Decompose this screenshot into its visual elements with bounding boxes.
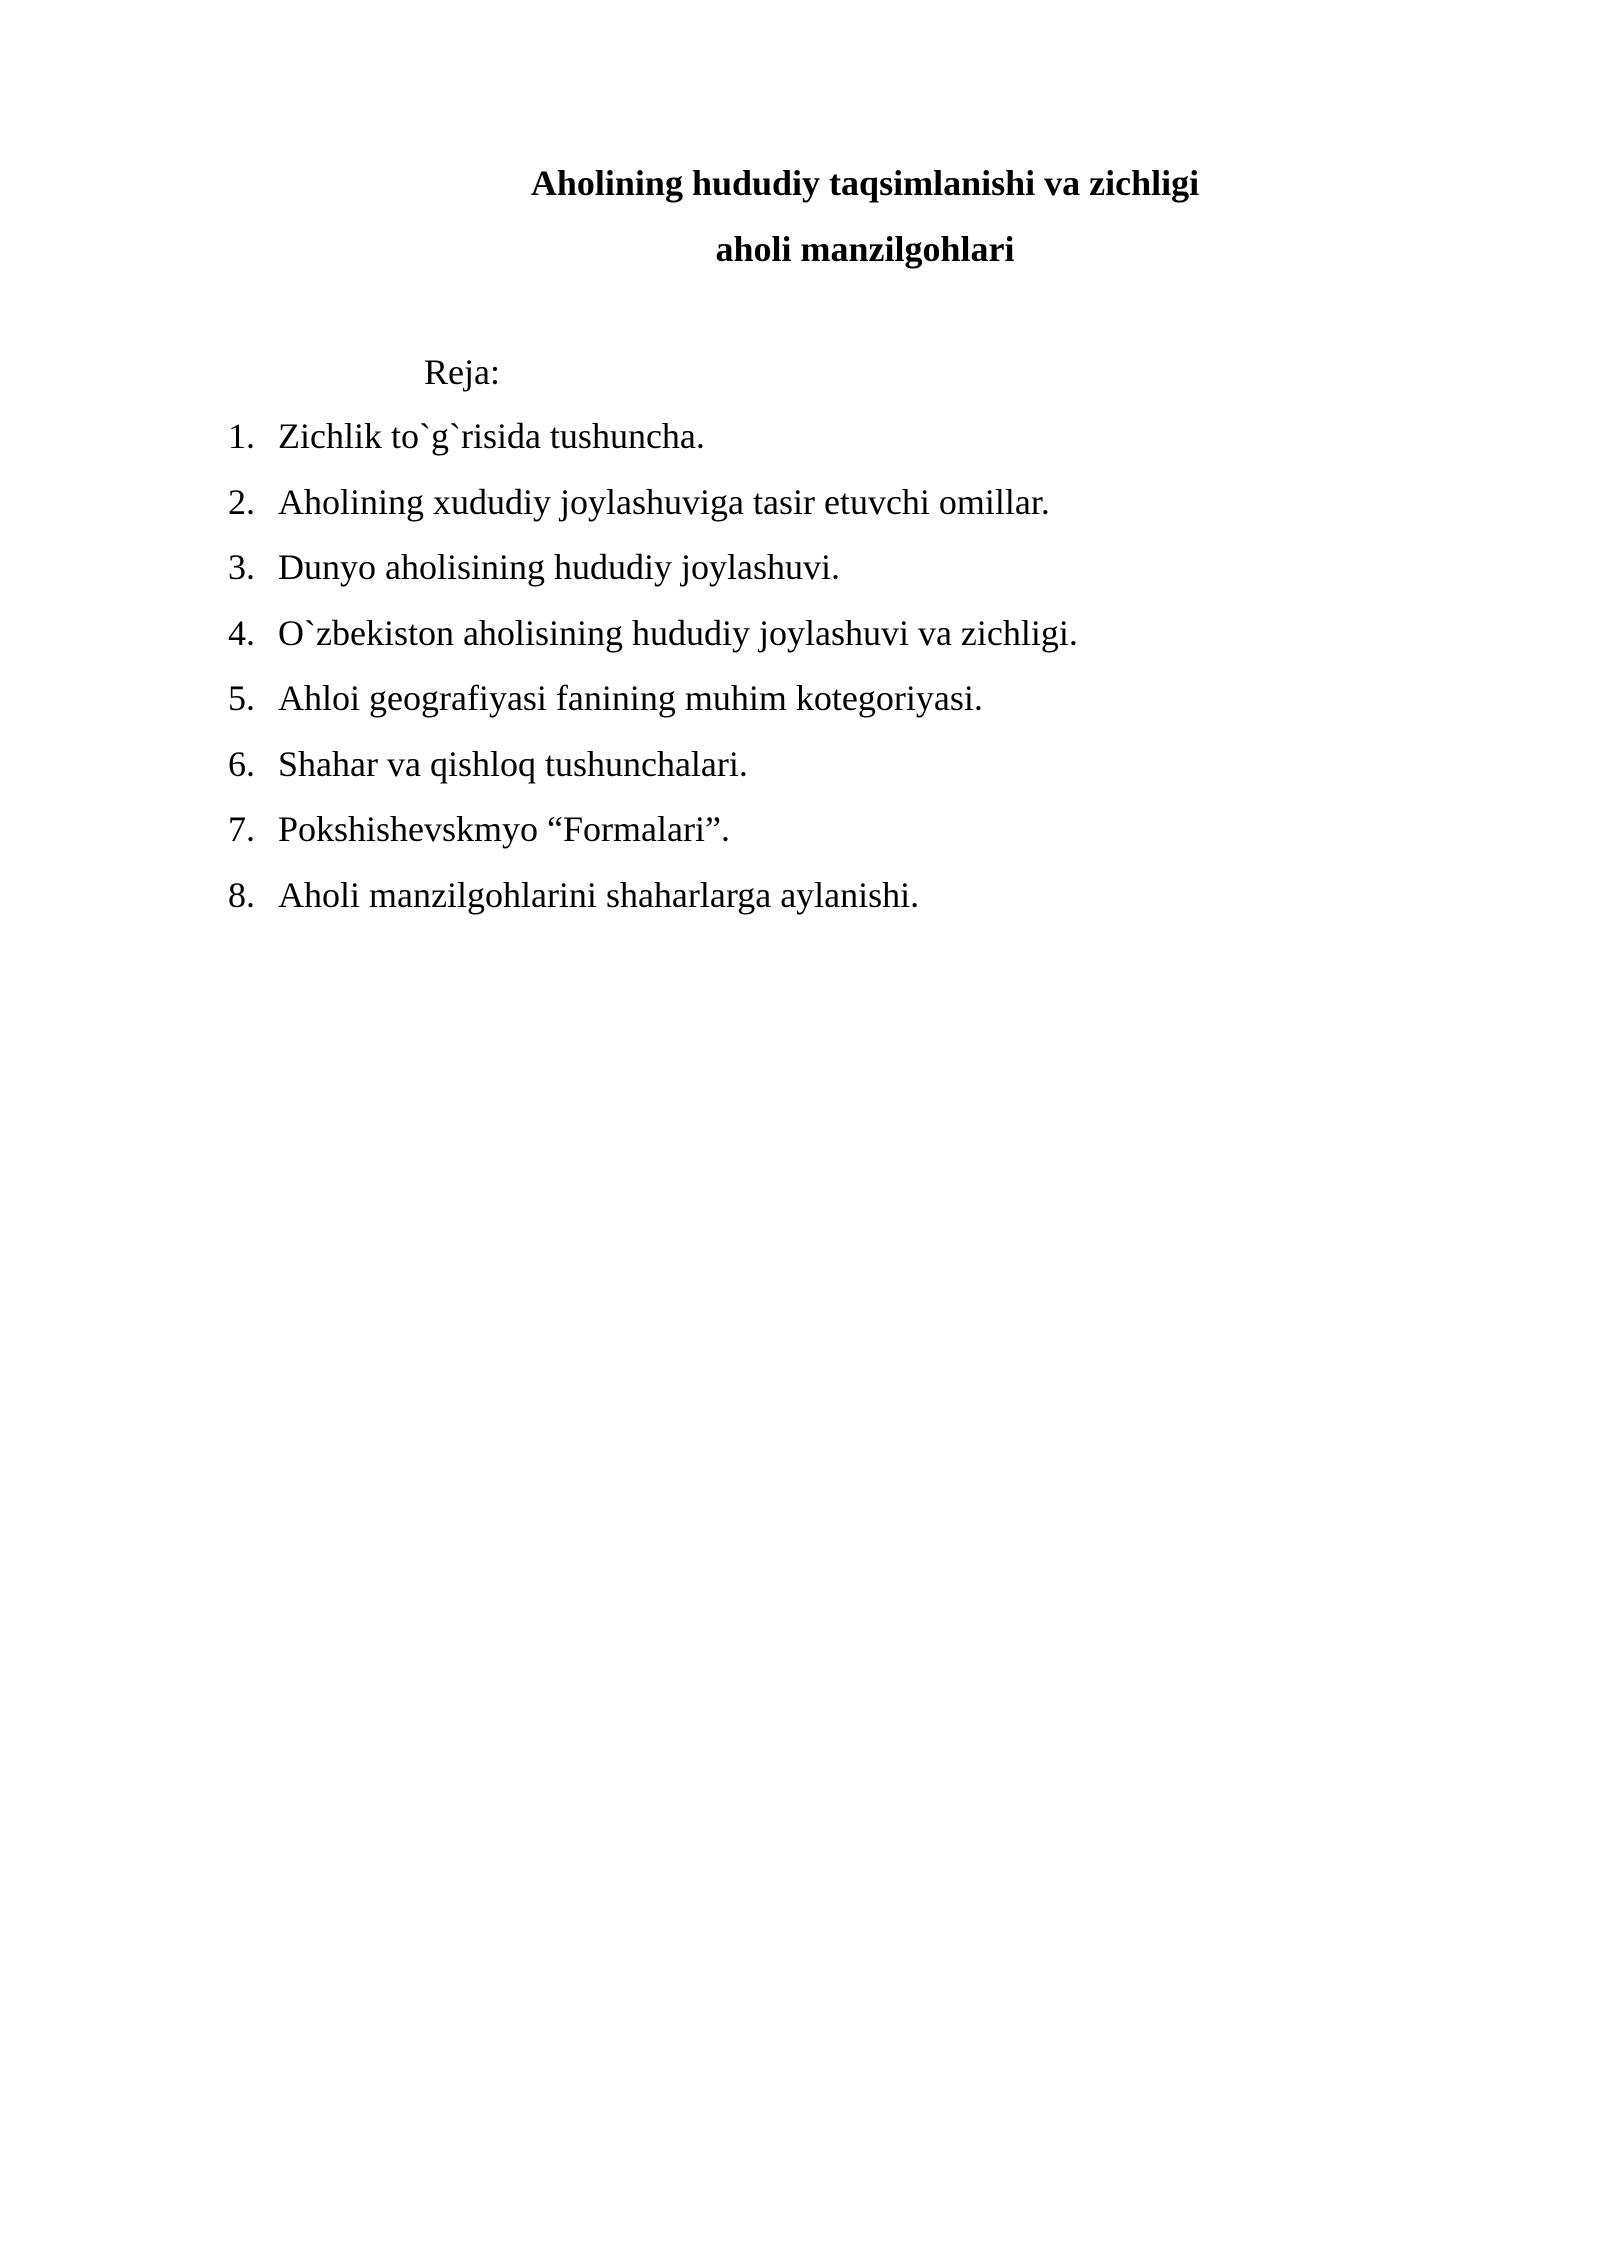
title-line-2: aholi manzilgohlari [715,229,1015,269]
plan-list [228,410,1078,934]
plan-item [228,738,1078,804]
document-title [0,150,1600,282]
plan-item-text: Zichlik to`g`risida tushuncha. [278,416,705,456]
plan-item-number: 1. [228,416,255,456]
plan-item-text: Shahar va qishloq tushunchalari. [278,743,748,784]
plan-item-number: 7. [228,809,255,849]
plan-item-text: Pokshishevskmyo “Formalari”. [278,809,730,849]
plan-item-number: 2. [228,481,255,522]
plan-item-number: 8. [228,874,255,915]
plan-item-number: 3. [228,547,255,587]
plan-item [228,476,1078,542]
plan-item [228,541,1078,607]
plan-item-text: O`zbekiston aholisining hududiy joylashuvi va zichligi. [278,612,1078,653]
plan-item-text: Aholining xududiy joylashuviga tasir etuvchi omillar. [278,481,1050,522]
plan-item-text: Aholi manzilgohlarini shaharlarga aylanishi. [278,874,920,915]
plan-item [228,607,1078,673]
plan-item-number: 5. [228,678,255,718]
plan-heading: Reja: [424,352,500,392]
plan-item-text: Ahloi geografiyasi fanining muhim kotegoriyasi. [278,678,983,718]
plan-item-text: Dunyo aholisining hududiy joylashuvi. [278,547,840,587]
plan-item [228,672,1078,738]
plan-item-number: 6. [228,743,255,784]
plan-item [228,869,1078,935]
plan-item-number: 4. [228,612,255,653]
plan-item [228,410,1078,476]
title-line-1: Aholining hududiy taqsimlanishi va zichligi [530,163,1200,203]
plan-item [228,803,1078,869]
